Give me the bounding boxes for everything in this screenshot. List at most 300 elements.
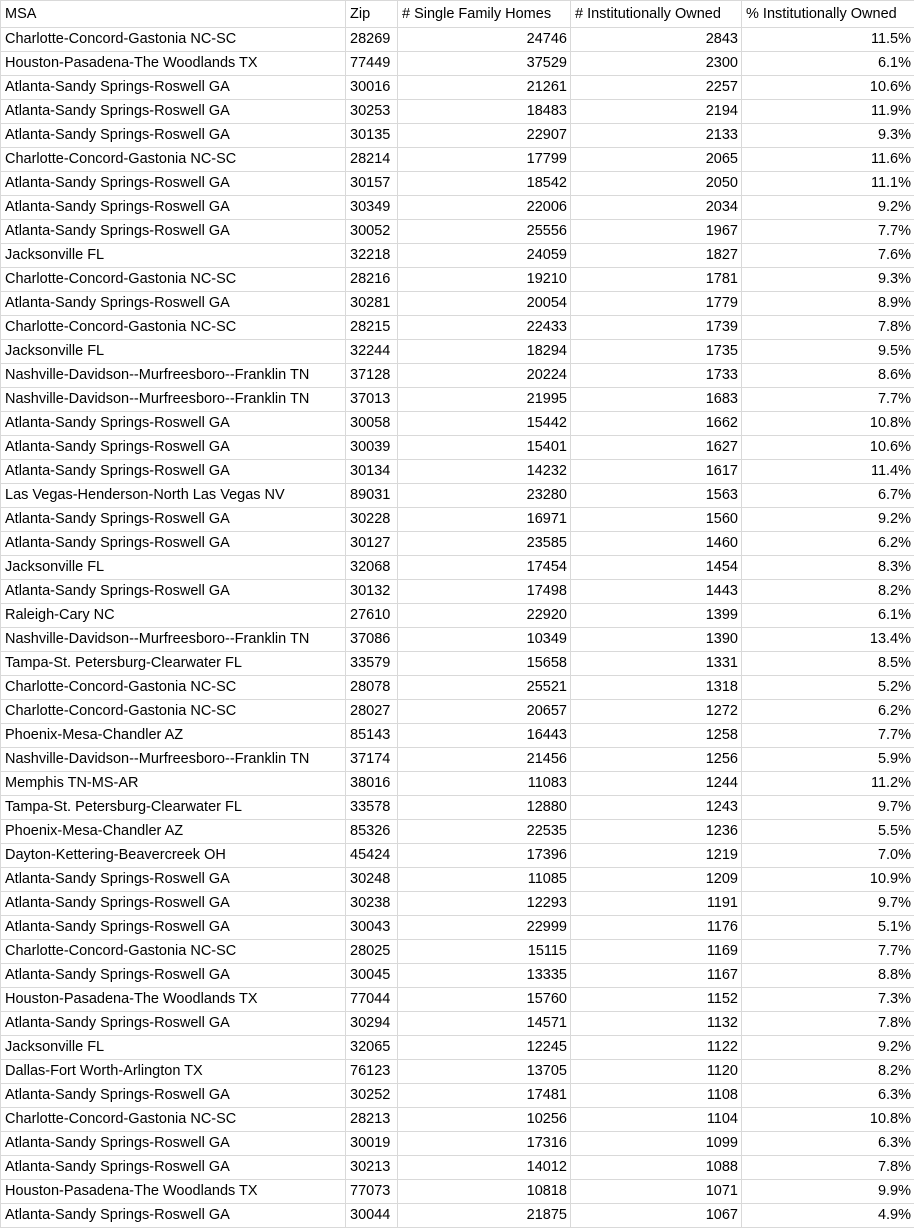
cell-msa[interactable]: Atlanta-Sandy Springs-Roswell GA [1,892,346,916]
cell-percent-institutionally-owned[interactable]: 8.5% [742,652,914,676]
cell-percent-institutionally-owned[interactable]: 11.9% [742,100,914,124]
cell-zip[interactable]: 37086 [346,628,398,652]
cell-institutionally-owned[interactable]: 1967 [571,220,742,244]
cell-institutionally-owned[interactable]: 1460 [571,532,742,556]
cell-zip[interactable]: 30228 [346,508,398,532]
header-row [1,1,914,28]
cell-institutionally-owned[interactable]: 1399 [571,604,742,628]
cell-percent-institutionally-owned[interactable]: 4.9% [742,1204,914,1228]
cell-zip[interactable]: 30043 [346,916,398,940]
cell-zip[interactable]: 30019 [346,1132,398,1156]
cell-single-family-homes[interactable]: 17799 [398,148,571,172]
cell-single-family-homes[interactable]: 20054 [398,292,571,316]
cell-single-family-homes[interactable]: 12293 [398,892,571,916]
table-row [1,340,914,364]
table-row [1,244,914,268]
cell-single-family-homes[interactable]: 23280 [398,484,571,508]
cell-zip[interactable]: 32218 [346,244,398,268]
table-row [1,988,914,1012]
cell-single-family-homes[interactable]: 21261 [398,76,571,100]
cell-single-family-homes[interactable]: 22535 [398,820,571,844]
cell-msa[interactable]: Phoenix-Mesa-Chandler AZ [1,724,346,748]
table-row [1,556,914,580]
cell-zip[interactable]: 30294 [346,1012,398,1036]
cell-institutionally-owned[interactable]: 2257 [571,76,742,100]
cell-msa[interactable]: Houston-Pasadena-The Woodlands TX [1,52,346,76]
cell-msa[interactable]: Atlanta-Sandy Springs-Roswell GA [1,76,346,100]
cell-zip[interactable]: 32068 [346,556,398,580]
cell-zip[interactable]: 30253 [346,100,398,124]
cell-institutionally-owned[interactable]: 1683 [571,388,742,412]
cell-single-family-homes[interactable]: 20657 [398,700,571,724]
table-row [1,1060,914,1084]
cell-institutionally-owned[interactable]: 1169 [571,940,742,964]
cell-msa[interactable]: Atlanta-Sandy Springs-Roswell GA [1,436,346,460]
cell-percent-institutionally-owned[interactable]: 8.2% [742,580,914,604]
cell-institutionally-owned[interactable]: 1191 [571,892,742,916]
header-cell-percent-institutionally-owned[interactable]: % Institutionally Owned [742,1,914,28]
cell-zip[interactable]: 45424 [346,844,398,868]
cell-single-family-homes[interactable]: 20224 [398,364,571,388]
cell-msa[interactable]: Atlanta-Sandy Springs-Roswell GA [1,1132,346,1156]
cell-zip[interactable]: 30045 [346,964,398,988]
cell-single-family-homes[interactable]: 25556 [398,220,571,244]
cell-msa[interactable]: Atlanta-Sandy Springs-Roswell GA [1,532,346,556]
cell-percent-institutionally-owned[interactable]: 5.1% [742,916,914,940]
cell-percent-institutionally-owned[interactable]: 5.9% [742,748,914,772]
cell-single-family-homes[interactable]: 25521 [398,676,571,700]
cell-single-family-homes[interactable]: 14012 [398,1156,571,1180]
cell-msa[interactable]: Atlanta-Sandy Springs-Roswell GA [1,1012,346,1036]
cell-institutionally-owned[interactable]: 1120 [571,1060,742,1084]
cell-institutionally-owned[interactable]: 2065 [571,148,742,172]
cell-single-family-homes[interactable]: 17316 [398,1132,571,1156]
cell-percent-institutionally-owned[interactable]: 7.7% [742,940,914,964]
table-row [1,580,914,604]
cell-percent-institutionally-owned[interactable]: 10.9% [742,868,914,892]
cell-msa[interactable]: Nashville-Davidson--Murfreesboro--Franklin TN [1,748,346,772]
cell-zip[interactable]: 28025 [346,940,398,964]
table-row [1,484,914,508]
cell-msa[interactable]: Atlanta-Sandy Springs-Roswell GA [1,964,346,988]
table-row [1,196,914,220]
cell-percent-institutionally-owned[interactable]: 11.2% [742,772,914,796]
cell-percent-institutionally-owned[interactable]: 8.3% [742,556,914,580]
cell-institutionally-owned[interactable]: 1067 [571,1204,742,1228]
cell-zip[interactable]: 30349 [346,196,398,220]
cell-percent-institutionally-owned[interactable]: 5.2% [742,676,914,700]
cell-msa[interactable]: Jacksonville FL [1,340,346,364]
cell-institutionally-owned[interactable]: 2034 [571,196,742,220]
cell-percent-institutionally-owned[interactable]: 8.6% [742,364,914,388]
cell-zip[interactable]: 28027 [346,700,398,724]
cell-institutionally-owned[interactable]: 1735 [571,340,742,364]
cell-msa[interactable]: Nashville-Davidson--Murfreesboro--Franklin TN [1,364,346,388]
cell-msa[interactable]: Atlanta-Sandy Springs-Roswell GA [1,916,346,940]
cell-single-family-homes[interactable]: 16971 [398,508,571,532]
cell-single-family-homes[interactable]: 10349 [398,628,571,652]
cell-institutionally-owned[interactable]: 1122 [571,1036,742,1060]
cell-msa[interactable]: Houston-Pasadena-The Woodlands TX [1,1180,346,1204]
cell-institutionally-owned[interactable]: 1244 [571,772,742,796]
cell-msa[interactable]: Atlanta-Sandy Springs-Roswell GA [1,412,346,436]
cell-single-family-homes[interactable]: 19210 [398,268,571,292]
table-row [1,868,914,892]
cell-single-family-homes[interactable]: 18294 [398,340,571,364]
cell-zip[interactable]: 30039 [346,436,398,460]
cell-msa[interactable]: Atlanta-Sandy Springs-Roswell GA [1,100,346,124]
cell-institutionally-owned[interactable]: 1108 [571,1084,742,1108]
cell-percent-institutionally-owned[interactable]: 7.7% [742,220,914,244]
cell-zip[interactable]: 38016 [346,772,398,796]
cell-msa[interactable]: Raleigh-Cary NC [1,604,346,628]
cell-percent-institutionally-owned[interactable]: 7.7% [742,388,914,412]
cell-zip[interactable]: 30281 [346,292,398,316]
table-row [1,364,914,388]
cell-percent-institutionally-owned[interactable]: 9.2% [742,508,914,532]
cell-msa[interactable]: Dayton-Kettering-Beavercreek OH [1,844,346,868]
cell-institutionally-owned[interactable]: 1099 [571,1132,742,1156]
cell-percent-institutionally-owned[interactable]: 6.1% [742,604,914,628]
cell-institutionally-owned[interactable]: 1219 [571,844,742,868]
cell-single-family-homes[interactable]: 21875 [398,1204,571,1228]
cell-single-family-homes[interactable]: 22433 [398,316,571,340]
cell-institutionally-owned[interactable]: 1563 [571,484,742,508]
table-row [1,28,914,52]
cell-zip[interactable]: 30252 [346,1084,398,1108]
cell-percent-institutionally-owned[interactable]: 5.5% [742,820,914,844]
cell-single-family-homes[interactable]: 18542 [398,172,571,196]
cell-percent-institutionally-owned[interactable]: 7.8% [742,1156,914,1180]
cell-single-family-homes[interactable]: 15115 [398,940,571,964]
cell-zip[interactable]: 85326 [346,820,398,844]
cell-zip[interactable]: 28213 [346,1108,398,1132]
header-cell-msa[interactable]: MSA [1,1,346,28]
cell-percent-institutionally-owned[interactable]: 10.8% [742,412,914,436]
cell-zip[interactable]: 30052 [346,220,398,244]
cell-percent-institutionally-owned[interactable]: 6.1% [742,52,914,76]
cell-single-family-homes[interactable]: 22999 [398,916,571,940]
cell-percent-institutionally-owned[interactable]: 8.9% [742,292,914,316]
table-row [1,1156,914,1180]
cell-zip[interactable]: 89031 [346,484,398,508]
table-row [1,460,914,484]
cell-msa[interactable]: Houston-Pasadena-The Woodlands TX [1,988,346,1012]
cell-institutionally-owned[interactable]: 1454 [571,556,742,580]
cell-single-family-homes[interactable]: 21456 [398,748,571,772]
cell-percent-institutionally-owned[interactable]: 9.7% [742,796,914,820]
cell-zip[interactable]: 30016 [346,76,398,100]
cell-percent-institutionally-owned[interactable]: 6.3% [742,1132,914,1156]
cell-single-family-homes[interactable]: 14571 [398,1012,571,1036]
cell-zip[interactable]: 27610 [346,604,398,628]
cell-zip[interactable]: 28269 [346,28,398,52]
cell-percent-institutionally-owned[interactable]: 10.6% [742,76,914,100]
cell-msa[interactable]: Atlanta-Sandy Springs-Roswell GA [1,508,346,532]
cell-percent-institutionally-owned[interactable]: 11.5% [742,28,914,52]
cell-single-family-homes[interactable]: 14232 [398,460,571,484]
cell-institutionally-owned[interactable]: 1104 [571,1108,742,1132]
table-row [1,1084,914,1108]
cell-single-family-homes[interactable]: 15401 [398,436,571,460]
header-cell-single-family-homes[interactable]: # Single Family Homes [398,1,571,28]
cell-single-family-homes[interactable]: 24746 [398,28,571,52]
cell-institutionally-owned[interactable]: 1627 [571,436,742,460]
cell-percent-institutionally-owned[interactable]: 9.7% [742,892,914,916]
cell-institutionally-owned[interactable]: 1176 [571,916,742,940]
cell-percent-institutionally-owned[interactable]: 6.7% [742,484,914,508]
table-row [1,1036,914,1060]
cell-single-family-homes[interactable]: 22907 [398,124,571,148]
cell-single-family-homes[interactable]: 15442 [398,412,571,436]
cell-institutionally-owned[interactable]: 1167 [571,964,742,988]
cell-msa[interactable]: Atlanta-Sandy Springs-Roswell GA [1,1156,346,1180]
cell-single-family-homes[interactable]: 23585 [398,532,571,556]
cell-zip[interactable]: 30044 [346,1204,398,1228]
cell-percent-institutionally-owned[interactable]: 7.6% [742,244,914,268]
cell-single-family-homes[interactable]: 11083 [398,772,571,796]
spreadsheet-body [1,1,914,1228]
cell-msa[interactable]: Charlotte-Concord-Gastonia NC-SC [1,940,346,964]
cell-institutionally-owned[interactable]: 1560 [571,508,742,532]
cell-zip[interactable]: 28214 [346,148,398,172]
cell-institutionally-owned[interactable]: 2843 [571,28,742,52]
cell-zip[interactable]: 77044 [346,988,398,1012]
cell-msa[interactable]: Atlanta-Sandy Springs-Roswell GA [1,124,346,148]
cell-institutionally-owned[interactable]: 1662 [571,412,742,436]
cell-institutionally-owned[interactable]: 1272 [571,700,742,724]
table-row [1,700,914,724]
cell-single-family-homes[interactable]: 12880 [398,796,571,820]
cell-institutionally-owned[interactable]: 1236 [571,820,742,844]
cell-percent-institutionally-owned[interactable]: 11.4% [742,460,914,484]
header-cell-institutionally-owned[interactable]: # Institutionally Owned [571,1,742,28]
cell-percent-institutionally-owned[interactable]: 10.6% [742,436,914,460]
cell-percent-institutionally-owned[interactable]: 7.8% [742,316,914,340]
cell-msa[interactable]: Jacksonville FL [1,244,346,268]
cell-single-family-homes[interactable]: 22920 [398,604,571,628]
cell-msa[interactable]: Atlanta-Sandy Springs-Roswell GA [1,292,346,316]
table-row [1,76,914,100]
cell-institutionally-owned[interactable]: 1390 [571,628,742,652]
cell-institutionally-owned[interactable]: 1318 [571,676,742,700]
cell-msa[interactable]: Charlotte-Concord-Gastonia NC-SC [1,676,346,700]
cell-institutionally-owned[interactable]: 1258 [571,724,742,748]
cell-zip[interactable]: 77449 [346,52,398,76]
cell-msa[interactable]: Tampa-St. Petersburg-Clearwater FL [1,796,346,820]
cell-institutionally-owned[interactable]: 1132 [571,1012,742,1036]
table-row [1,940,914,964]
cell-zip[interactable]: 76123 [346,1060,398,1084]
cell-zip[interactable]: 33578 [346,796,398,820]
cell-msa[interactable]: Atlanta-Sandy Springs-Roswell GA [1,196,346,220]
cell-single-family-homes[interactable]: 18483 [398,100,571,124]
cell-institutionally-owned[interactable]: 2050 [571,172,742,196]
table-row [1,220,914,244]
cell-msa[interactable]: Jacksonville FL [1,1036,346,1060]
cell-percent-institutionally-owned[interactable]: 7.7% [742,724,914,748]
cell-percent-institutionally-owned[interactable]: 9.3% [742,124,914,148]
cell-percent-institutionally-owned[interactable]: 9.9% [742,1180,914,1204]
cell-msa[interactable]: Charlotte-Concord-Gastonia NC-SC [1,700,346,724]
cell-percent-institutionally-owned[interactable]: 13.4% [742,628,914,652]
cell-msa[interactable]: Atlanta-Sandy Springs-Roswell GA [1,220,346,244]
cell-institutionally-owned[interactable]: 1617 [571,460,742,484]
cell-msa[interactable]: Charlotte-Concord-Gastonia NC-SC [1,1108,346,1132]
cell-institutionally-owned[interactable]: 1152 [571,988,742,1012]
cell-zip[interactable]: 30157 [346,172,398,196]
cell-zip[interactable]: 33579 [346,652,398,676]
table-row [1,148,914,172]
cell-percent-institutionally-owned[interactable]: 10.8% [742,1108,914,1132]
cell-institutionally-owned[interactable]: 1331 [571,652,742,676]
cell-single-family-homes[interactable]: 21995 [398,388,571,412]
table-row [1,1132,914,1156]
cell-msa[interactable]: Atlanta-Sandy Springs-Roswell GA [1,580,346,604]
cell-single-family-homes[interactable]: 11085 [398,868,571,892]
cell-single-family-homes[interactable]: 24059 [398,244,571,268]
cell-percent-institutionally-owned[interactable]: 11.1% [742,172,914,196]
cell-single-family-homes[interactable]: 22006 [398,196,571,220]
cell-institutionally-owned[interactable]: 2194 [571,100,742,124]
cell-single-family-homes[interactable]: 10818 [398,1180,571,1204]
table-row [1,412,914,436]
cell-institutionally-owned[interactable]: 1779 [571,292,742,316]
cell-msa[interactable]: Tampa-St. Petersburg-Clearwater FL [1,652,346,676]
cell-msa[interactable]: Atlanta-Sandy Springs-Roswell GA [1,460,346,484]
table-row [1,1012,914,1036]
cell-percent-institutionally-owned[interactable]: 9.5% [742,340,914,364]
table-row [1,724,914,748]
table-row [1,676,914,700]
cell-zip[interactable]: 30058 [346,412,398,436]
cell-single-family-homes[interactable]: 17498 [398,580,571,604]
cell-single-family-homes[interactable]: 17454 [398,556,571,580]
cell-msa[interactable]: Memphis TN-MS-AR [1,772,346,796]
cell-zip[interactable]: 32065 [346,1036,398,1060]
cell-institutionally-owned[interactable]: 1071 [571,1180,742,1204]
cell-percent-institutionally-owned[interactable]: 9.2% [742,1036,914,1060]
cell-single-family-homes[interactable]: 37529 [398,52,571,76]
cell-percent-institutionally-owned[interactable]: 11.6% [742,148,914,172]
cell-zip[interactable]: 30248 [346,868,398,892]
cell-percent-institutionally-owned[interactable]: 7.0% [742,844,914,868]
cell-institutionally-owned[interactable]: 1209 [571,868,742,892]
cell-institutionally-owned[interactable]: 1256 [571,748,742,772]
cell-msa[interactable]: Atlanta-Sandy Springs-Roswell GA [1,1204,346,1228]
cell-percent-institutionally-owned[interactable]: 7.8% [742,1012,914,1036]
cell-institutionally-owned[interactable]: 1781 [571,268,742,292]
cell-msa[interactable]: Phoenix-Mesa-Chandler AZ [1,820,346,844]
table-row [1,1204,914,1228]
cell-single-family-homes[interactable]: 13335 [398,964,571,988]
cell-institutionally-owned[interactable]: 1088 [571,1156,742,1180]
table-row [1,772,914,796]
cell-msa[interactable]: Atlanta-Sandy Springs-Roswell GA [1,868,346,892]
table-row [1,796,914,820]
cell-institutionally-owned[interactable]: 1733 [571,364,742,388]
cell-percent-institutionally-owned[interactable]: 8.2% [742,1060,914,1084]
table-row [1,652,914,676]
cell-institutionally-owned[interactable]: 1443 [571,580,742,604]
cell-zip[interactable]: 30213 [346,1156,398,1180]
cell-zip[interactable]: 37174 [346,748,398,772]
cell-single-family-homes[interactable]: 13705 [398,1060,571,1084]
cell-msa[interactable]: Charlotte-Concord-Gastonia NC-SC [1,268,346,292]
cell-percent-institutionally-owned[interactable]: 6.2% [742,532,914,556]
cell-zip[interactable]: 37013 [346,388,398,412]
cell-msa[interactable]: Nashville-Davidson--Murfreesboro--Franklin TN [1,628,346,652]
cell-percent-institutionally-owned[interactable]: 7.3% [742,988,914,1012]
cell-msa[interactable]: Jacksonville FL [1,556,346,580]
cell-institutionally-owned[interactable]: 1243 [571,796,742,820]
cell-zip[interactable]: 77073 [346,1180,398,1204]
table-row [1,604,914,628]
cell-msa[interactable]: Charlotte-Concord-Gastonia NC-SC [1,148,346,172]
table-row [1,268,914,292]
table-row [1,628,914,652]
cell-single-family-homes[interactable]: 16443 [398,724,571,748]
cell-msa[interactable]: Las Vegas-Henderson-North Las Vegas NV [1,484,346,508]
table-row [1,172,914,196]
table-row [1,508,914,532]
cell-institutionally-owned[interactable]: 1827 [571,244,742,268]
table-row [1,436,914,460]
table-row [1,124,914,148]
cell-percent-institutionally-owned[interactable]: 6.3% [742,1084,914,1108]
cell-zip[interactable]: 37128 [346,364,398,388]
cell-zip[interactable]: 28078 [346,676,398,700]
cell-msa[interactable]: Nashville-Davidson--Murfreesboro--Franklin TN [1,388,346,412]
cell-zip[interactable]: 85143 [346,724,398,748]
cell-single-family-homes[interactable]: 15658 [398,652,571,676]
cell-institutionally-owned[interactable]: 2300 [571,52,742,76]
cell-msa[interactable]: Atlanta-Sandy Springs-Roswell GA [1,1084,346,1108]
cell-zip[interactable]: 30127 [346,532,398,556]
cell-zip[interactable]: 28215 [346,316,398,340]
cell-zip[interactable]: 30134 [346,460,398,484]
cell-percent-institutionally-owned[interactable]: 9.2% [742,196,914,220]
table-row [1,748,914,772]
cell-single-family-homes[interactable]: 17396 [398,844,571,868]
cell-single-family-homes[interactable]: 10256 [398,1108,571,1132]
cell-zip[interactable]: 30132 [346,580,398,604]
cell-zip[interactable]: 28216 [346,268,398,292]
cell-msa[interactable]: Atlanta-Sandy Springs-Roswell GA [1,172,346,196]
cell-msa[interactable]: Charlotte-Concord-Gastonia NC-SC [1,28,346,52]
table-row [1,316,914,340]
table-row [1,916,914,940]
cell-zip[interactable]: 30238 [346,892,398,916]
cell-institutionally-owned[interactable]: 2133 [571,124,742,148]
cell-zip[interactable]: 30135 [346,124,398,148]
cell-institutionally-owned[interactable]: 1739 [571,316,742,340]
cell-single-family-homes[interactable]: 12245 [398,1036,571,1060]
table-row [1,292,914,316]
table-row [1,844,914,868]
table-row [1,52,914,76]
cell-percent-institutionally-owned[interactable]: 8.8% [742,964,914,988]
cell-msa[interactable]: Charlotte-Concord-Gastonia NC-SC [1,316,346,340]
table-row [1,1108,914,1132]
cell-msa[interactable]: Dallas-Fort Worth-Arlington TX [1,1060,346,1084]
cell-percent-institutionally-owned[interactable]: 9.3% [742,268,914,292]
cell-single-family-homes[interactable]: 15760 [398,988,571,1012]
cell-percent-institutionally-owned[interactable]: 6.2% [742,700,914,724]
cell-single-family-homes[interactable]: 17481 [398,1084,571,1108]
cell-zip[interactable]: 32244 [346,340,398,364]
header-cell-zip[interactable]: Zip [346,1,398,28]
